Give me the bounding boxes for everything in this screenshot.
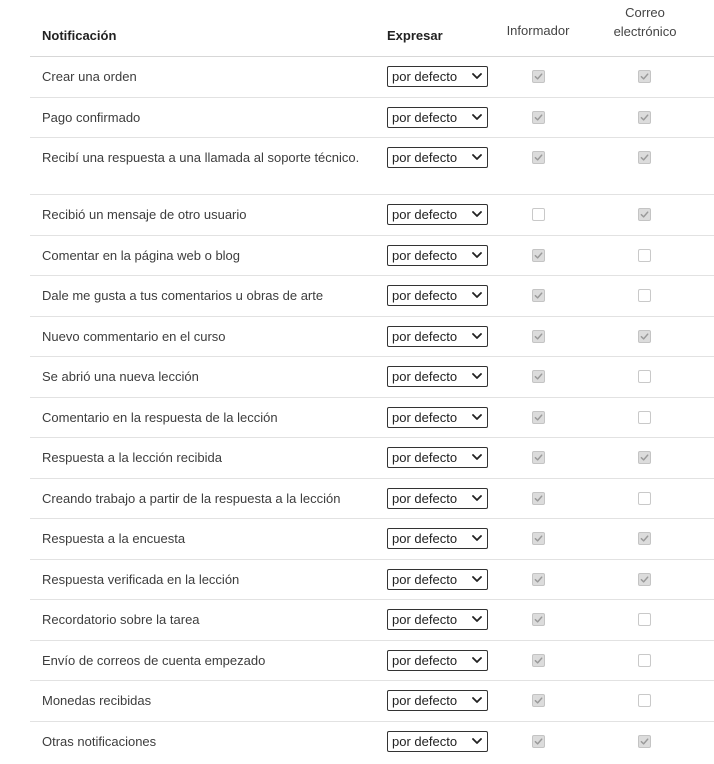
table-row bbox=[30, 317, 714, 358]
correo-checkbox[interactable] bbox=[638, 654, 651, 667]
informador-checkbox[interactable] bbox=[532, 492, 545, 505]
check-icon bbox=[640, 113, 649, 122]
notification-label: Respuesta a la encuesta bbox=[42, 531, 186, 546]
expresar-select[interactable] bbox=[387, 204, 488, 225]
notifications-table bbox=[30, 0, 714, 762]
check-icon bbox=[534, 153, 543, 162]
expresar-select[interactable] bbox=[387, 447, 488, 468]
header-expresar: Expresar bbox=[387, 28, 443, 43]
check-icon bbox=[534, 413, 543, 422]
table-row bbox=[30, 641, 714, 682]
correo-checkbox[interactable] bbox=[638, 411, 651, 424]
correo-checkbox[interactable] bbox=[638, 694, 651, 707]
correo-checkbox[interactable] bbox=[638, 208, 651, 221]
header-correo: Correo electrónico bbox=[613, 5, 677, 39]
correo-checkbox[interactable] bbox=[638, 151, 651, 164]
check-icon bbox=[640, 153, 649, 162]
select-value: por defecto bbox=[392, 369, 458, 384]
notification-label: Dale me gusta a tus comentarios u obras de arte bbox=[42, 288, 324, 303]
chevron-down-icon bbox=[472, 153, 482, 161]
check-icon bbox=[640, 453, 649, 462]
table-row bbox=[30, 438, 714, 479]
table-row bbox=[30, 357, 714, 398]
correo-checkbox[interactable] bbox=[638, 70, 651, 83]
chevron-down-icon bbox=[472, 615, 482, 623]
informador-checkbox[interactable] bbox=[532, 451, 545, 464]
chevron-down-icon bbox=[472, 737, 482, 745]
table-row bbox=[30, 681, 714, 722]
select-value: por defecto bbox=[392, 109, 458, 125]
select-value: por defecto bbox=[392, 693, 458, 708]
expresar-select[interactable] bbox=[387, 690, 488, 711]
notification-label: Otras notificaciones bbox=[42, 733, 157, 749]
select-value: por defecto bbox=[392, 69, 458, 84]
check-icon bbox=[640, 737, 649, 746]
informador-checkbox[interactable] bbox=[532, 289, 545, 302]
correo-checkbox[interactable] bbox=[638, 613, 651, 626]
expresar-select[interactable] bbox=[387, 731, 488, 752]
expresar-select[interactable] bbox=[387, 650, 488, 671]
check-icon bbox=[534, 332, 543, 341]
correo-checkbox[interactable] bbox=[638, 492, 651, 505]
select-value: por defecto bbox=[392, 531, 458, 546]
select-value: por defecto bbox=[392, 612, 458, 627]
informador-checkbox[interactable] bbox=[532, 654, 545, 667]
informador-checkbox[interactable] bbox=[532, 735, 545, 748]
correo-checkbox[interactable] bbox=[638, 573, 651, 586]
chevron-down-icon bbox=[472, 696, 482, 704]
select-value: por defecto bbox=[392, 409, 458, 425]
chevron-down-icon bbox=[472, 494, 482, 502]
select-value: por defecto bbox=[392, 490, 458, 506]
informador-checkbox[interactable] bbox=[532, 330, 545, 343]
select-value: por defecto bbox=[392, 150, 458, 165]
check-icon bbox=[534, 615, 543, 624]
correo-checkbox[interactable] bbox=[638, 249, 651, 262]
expresar-select[interactable] bbox=[387, 326, 488, 347]
chevron-down-icon bbox=[472, 332, 482, 340]
informador-checkbox[interactable] bbox=[532, 208, 545, 221]
select-value: por defecto bbox=[392, 207, 458, 222]
informador-checkbox[interactable] bbox=[532, 613, 545, 626]
check-icon bbox=[640, 534, 649, 543]
table-row bbox=[30, 138, 714, 195]
table-row bbox=[30, 479, 714, 520]
expresar-select[interactable] bbox=[387, 528, 488, 549]
notification-label: Respuesta verificada en la lección bbox=[42, 571, 240, 587]
select-value: por defecto bbox=[392, 247, 458, 263]
informador-checkbox[interactable] bbox=[532, 151, 545, 164]
table-body bbox=[30, 57, 714, 762]
chevron-down-icon bbox=[472, 72, 482, 80]
check-icon bbox=[640, 72, 649, 81]
notification-label: Crear una orden bbox=[42, 69, 137, 84]
table-row bbox=[30, 57, 714, 98]
check-icon bbox=[640, 332, 649, 341]
table-row bbox=[30, 236, 714, 277]
check-icon bbox=[534, 72, 543, 81]
select-value: por defecto bbox=[392, 733, 458, 749]
chevron-down-icon bbox=[472, 210, 482, 218]
informador-checkbox[interactable] bbox=[532, 111, 545, 124]
table-row bbox=[30, 722, 714, 763]
chevron-down-icon bbox=[472, 291, 482, 299]
check-icon bbox=[534, 534, 543, 543]
table-row bbox=[30, 560, 714, 601]
expresar-select[interactable] bbox=[387, 66, 488, 87]
header-notificacion: Notificación bbox=[42, 28, 117, 43]
select-value: por defecto bbox=[392, 288, 458, 303]
select-value: por defecto bbox=[392, 652, 458, 668]
expresar-select[interactable] bbox=[387, 285, 488, 306]
informador-checkbox[interactable] bbox=[532, 411, 545, 424]
chevron-down-icon bbox=[472, 575, 482, 583]
table-row bbox=[30, 398, 714, 439]
table-row bbox=[30, 98, 714, 139]
expresar-select[interactable] bbox=[387, 569, 488, 590]
notification-label: Monedas recibidas bbox=[42, 693, 152, 708]
correo-checkbox[interactable] bbox=[638, 289, 651, 302]
check-icon bbox=[640, 575, 649, 584]
table-row bbox=[30, 600, 714, 641]
chevron-down-icon bbox=[472, 413, 482, 421]
notification-label: Recibió un mensaje de otro usuario bbox=[42, 207, 247, 222]
chevron-down-icon bbox=[472, 113, 482, 121]
correo-checkbox[interactable] bbox=[638, 111, 651, 124]
check-icon bbox=[534, 656, 543, 665]
notification-label: Comentario en la respuesta de la lección bbox=[42, 409, 278, 425]
expresar-select[interactable] bbox=[387, 609, 488, 630]
notification-label: Envío de correos de cuenta empezado bbox=[42, 652, 266, 668]
check-icon bbox=[534, 737, 543, 746]
table-header bbox=[30, 0, 714, 57]
correo-checkbox[interactable] bbox=[638, 532, 651, 545]
chevron-down-icon bbox=[472, 656, 482, 664]
check-icon bbox=[534, 494, 543, 503]
chevron-down-icon bbox=[472, 251, 482, 259]
check-icon bbox=[534, 575, 543, 584]
check-icon bbox=[534, 696, 543, 705]
select-value: por defecto bbox=[392, 571, 458, 587]
correo-checkbox[interactable] bbox=[638, 370, 651, 383]
correo-checkbox[interactable] bbox=[638, 451, 651, 464]
notification-label: Recordatorio sobre la tarea bbox=[42, 612, 200, 627]
check-icon bbox=[534, 291, 543, 300]
expresar-select[interactable] bbox=[387, 407, 488, 428]
informador-checkbox[interactable] bbox=[532, 573, 545, 586]
notification-label: Comentar en la página web o blog bbox=[42, 247, 241, 263]
select-value: por defecto bbox=[392, 450, 458, 465]
chevron-down-icon bbox=[472, 453, 482, 461]
check-icon bbox=[534, 113, 543, 122]
table-row bbox=[30, 519, 714, 560]
table-row bbox=[30, 195, 714, 236]
correo-checkbox[interactable] bbox=[638, 735, 651, 748]
table-row bbox=[30, 276, 714, 317]
notification-label: Creando trabajo a partir de la respuesta a la lección bbox=[42, 490, 341, 506]
notification-label: Respuesta a la lección recibida bbox=[42, 450, 222, 465]
notification-label: Se abrió una nueva lección bbox=[42, 369, 199, 384]
expresar-select[interactable] bbox=[387, 366, 488, 387]
chevron-down-icon bbox=[472, 534, 482, 542]
informador-checkbox[interactable] bbox=[532, 249, 545, 262]
expresar-select[interactable] bbox=[387, 488, 488, 509]
check-icon bbox=[640, 210, 649, 219]
expresar-select[interactable] bbox=[387, 147, 488, 168]
select-value: por defecto bbox=[392, 328, 458, 344]
notification-label: Pago confirmado bbox=[42, 109, 141, 125]
informador-checkbox[interactable] bbox=[532, 532, 545, 545]
informador-checkbox[interactable] bbox=[532, 694, 545, 707]
correo-checkbox[interactable] bbox=[638, 330, 651, 343]
notification-label: Nuevo commentario en el curso bbox=[42, 328, 226, 344]
header-informador: Informador bbox=[506, 23, 570, 38]
notification-label: Recibí una respuesta a una llamada al soporte técnico. bbox=[42, 150, 360, 165]
check-icon bbox=[534, 453, 543, 462]
informador-checkbox[interactable] bbox=[532, 370, 545, 383]
chevron-down-icon bbox=[472, 372, 482, 380]
informador-checkbox[interactable] bbox=[532, 70, 545, 83]
expresar-select[interactable] bbox=[387, 245, 488, 266]
check-icon bbox=[534, 251, 543, 260]
check-icon bbox=[534, 372, 543, 381]
expresar-select[interactable] bbox=[387, 107, 488, 128]
